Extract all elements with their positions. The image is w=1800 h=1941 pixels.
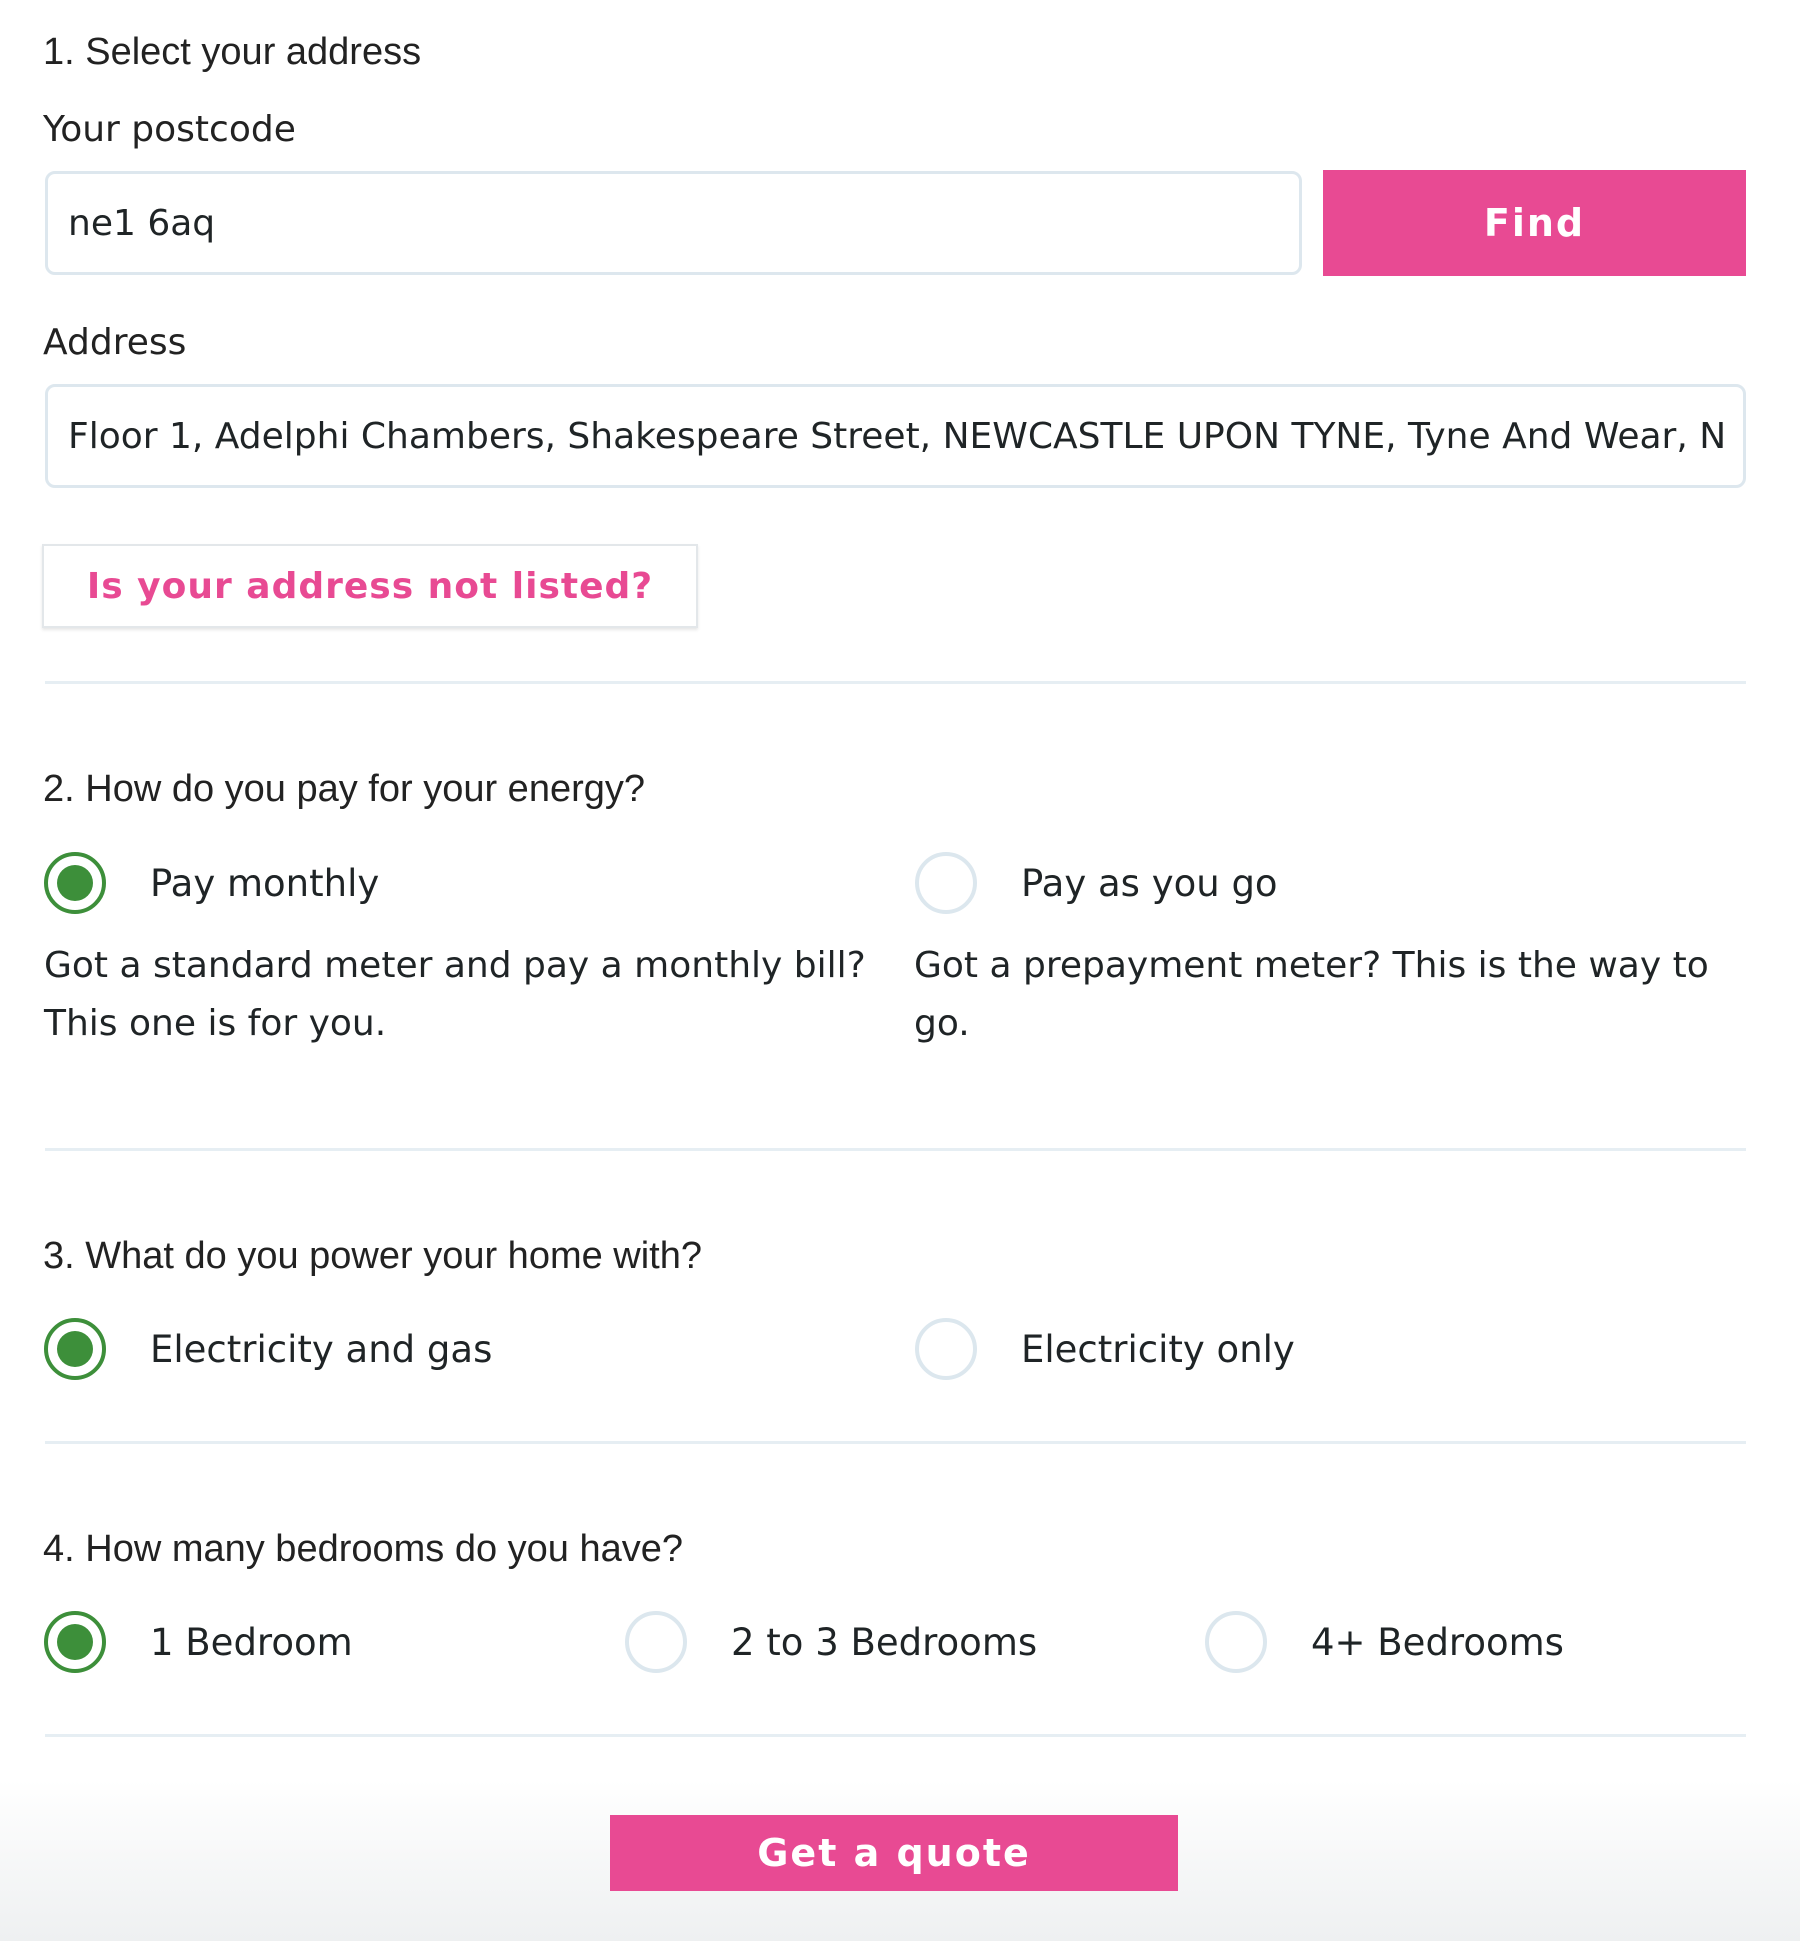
- postcode-label: Your postcode: [43, 109, 296, 150]
- radio-4-plus-bedrooms[interactable]: [1205, 1607, 1564, 1677]
- radio-2-to-3-bedrooms[interactable]: [625, 1607, 1037, 1677]
- radio-pay-monthly[interactable]: [44, 848, 379, 918]
- radio-label: 2 to 3 Bedrooms: [731, 1620, 1038, 1664]
- radio-unchecked-icon[interactable]: [915, 1318, 977, 1380]
- radio-label: Electricity only: [1021, 1327, 1295, 1371]
- radio-1-bedroom[interactable]: [44, 1607, 353, 1677]
- radio-label: 1 Bedroom: [150, 1620, 353, 1664]
- pay-as-you-go-description: Got a prepayment meter? This is the way to go.: [914, 945, 1709, 1044]
- postcode-input[interactable]: [45, 171, 1302, 275]
- radio-label: 4+ Bedrooms: [1311, 1620, 1564, 1664]
- radio-checked-icon[interactable]: [44, 1318, 106, 1380]
- address-not-listed-button[interactable]: Is your address not listed?: [42, 544, 698, 628]
- address-field[interactable]: [45, 384, 1746, 488]
- divider: [45, 1148, 1746, 1151]
- divider: [45, 1441, 1746, 1444]
- radio-checked-icon[interactable]: [44, 852, 106, 914]
- radio-label: Pay as you go: [1021, 861, 1278, 905]
- radio-electricity-only[interactable]: [915, 1314, 1295, 1384]
- divider: [45, 681, 1746, 684]
- radio-label: Electricity and gas: [150, 1327, 493, 1371]
- get-a-quote-button[interactable]: Get a quote: [610, 1815, 1178, 1891]
- section-3-heading: 3. What do you power your home with?: [43, 1235, 703, 1277]
- section-2-heading: 2. How do you pay for your energy?: [43, 768, 646, 810]
- radio-electricity-and-gas[interactable]: [44, 1314, 492, 1384]
- pay-monthly-description: Got a standard meter and pay a monthly bill? This one is for you.: [44, 945, 866, 1044]
- radio-unchecked-icon[interactable]: [915, 852, 977, 914]
- radio-pay-as-you-go[interactable]: [915, 848, 1278, 918]
- section-4-heading: 4. How many bedrooms do you have?: [43, 1528, 684, 1570]
- radio-checked-icon[interactable]: [44, 1611, 106, 1673]
- radio-unchecked-icon[interactable]: [625, 1611, 687, 1673]
- find-button[interactable]: Find: [1323, 170, 1746, 276]
- section-1-heading: 1. Select your address: [43, 31, 422, 73]
- radio-label: Pay monthly: [150, 861, 380, 905]
- divider: [45, 1734, 1746, 1737]
- radio-unchecked-icon[interactable]: [1205, 1611, 1267, 1673]
- address-label: Address: [43, 322, 187, 363]
